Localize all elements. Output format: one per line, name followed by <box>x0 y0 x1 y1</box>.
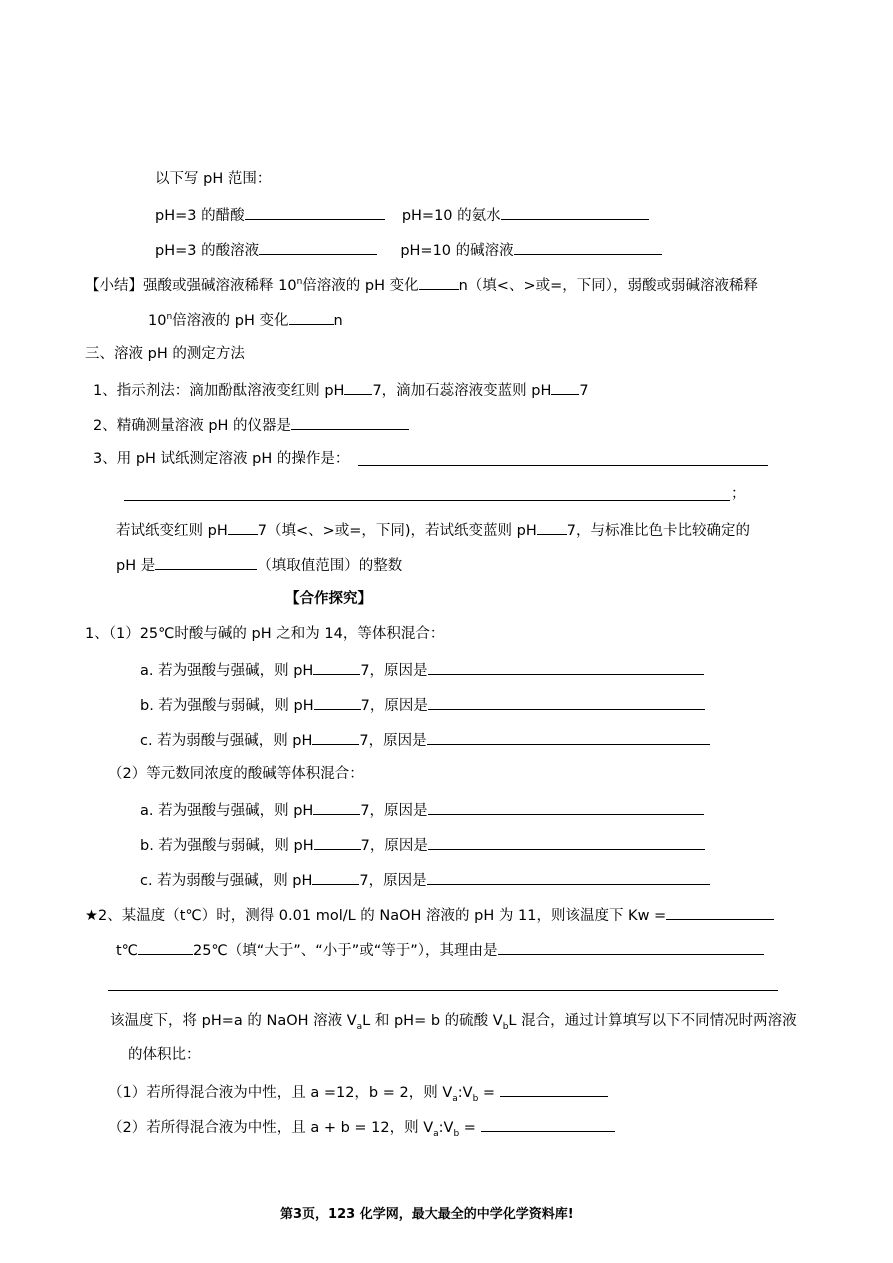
q1-c-ph-blank[interactable] <box>312 730 359 745</box>
q1-item-b <box>140 695 705 715</box>
acetic-acid-label: pH=3 的醋酸 <box>155 208 245 224</box>
q2-item-a <box>140 800 704 820</box>
q2-c-reason-blank[interactable] <box>427 870 710 885</box>
item3-end: ； <box>731 486 746 502</box>
item2-text: 2、精确测量溶液 pH 的仪器是 <box>93 418 292 434</box>
mix-sub1 <box>108 1082 608 1102</box>
sub2-text: （2）若所得混合液为中性，且 a + b = 12，则 V <box>108 1120 434 1136</box>
q2-a-ph-blank[interactable] <box>313 800 360 815</box>
ammonia-label: pH=10 的氨水 <box>401 208 501 224</box>
test-blank-1[interactable] <box>228 520 258 535</box>
item1-blank-2[interactable] <box>551 380 579 395</box>
q2-c-label: c. 若为弱酸与强碱，则 pH <box>140 873 313 889</box>
summary-prefix: 【小结】强酸或强碱溶液稀释 10 <box>85 278 297 294</box>
item3-text: 3、用 pH 试纸测定溶液 pH 的操作是： <box>93 451 350 467</box>
kw-blank[interactable] <box>666 905 774 920</box>
temp-label: t℃ <box>116 943 138 959</box>
ph-range-row1 <box>155 205 649 225</box>
q1-b-label: b. 若为强酸与弱碱，则 pH <box>140 698 314 714</box>
base-solution-blank[interactable] <box>514 240 662 255</box>
summary-middle: 倍溶液的 pH 变化 <box>302 278 419 294</box>
q2-b-mid: 7，原因是 <box>360 838 428 854</box>
summary-sup: n <box>296 277 303 288</box>
test-d: pH 是 <box>116 558 156 574</box>
test-blank-3[interactable] <box>155 555 257 570</box>
kw-question-line2 <box>116 940 764 960</box>
mix-paragraph-line2: 的体积比： <box>128 1047 201 1063</box>
mix-sub-b: b <box>502 1021 509 1032</box>
summary-blank-1[interactable] <box>419 275 459 290</box>
summary-after: n（填<、>或=，下同），弱酸或弱碱溶液稀释 <box>458 278 758 294</box>
sub2-eq: = <box>459 1120 476 1136</box>
sub1-text: （1）若所得混合液为中性，且 a =12，b = 2，则 V <box>108 1085 453 1101</box>
q2-item-c <box>140 870 710 890</box>
item1-b: 7，滴加石蕊溶液变蓝则 pH <box>372 383 552 399</box>
ammonia-blank[interactable] <box>501 205 649 220</box>
test-paper-line1 <box>116 520 750 540</box>
ph-range-intro: 以下写 pH 范围： <box>155 171 272 187</box>
temp-compare-text: 25℃（填“大于”、“小于”或“等于”），其理由是 <box>192 943 498 959</box>
q1-b-mid: 7，原因是 <box>360 698 428 714</box>
summary-line2-end: n <box>333 313 343 329</box>
q1-a-reason-blank[interactable] <box>428 660 704 675</box>
item1-blank-1[interactable] <box>344 380 372 395</box>
temp-reason-blank[interactable] <box>498 940 764 955</box>
sub1-colon: :V <box>457 1085 473 1101</box>
q2-a-mid: 7，原因是 <box>360 803 428 819</box>
test-c: 7，与标准比色卡比较确定的 <box>566 523 750 539</box>
summary-line2-middle: 倍溶液的 pH 变化 <box>172 313 289 329</box>
coop-title: 【合作探究】 <box>285 591 372 607</box>
test-a: 若试纸变红则 pH <box>116 523 228 539</box>
q2-b-ph-blank[interactable] <box>314 835 361 850</box>
base-solution-label: pH=10 的碱溶液 <box>400 243 514 259</box>
mix-paragraph-line1 <box>110 1012 797 1030</box>
sub1-sub-a: a <box>452 1093 458 1104</box>
mix-para-c: L 混合，通过计算填写以下不同情况时两溶液 <box>508 1013 797 1029</box>
item2-blank[interactable] <box>291 415 409 430</box>
acid-solution-label: pH=3 的酸溶液 <box>155 243 260 259</box>
q1-a-label: a. 若为强酸与强碱，则 pH <box>140 663 314 679</box>
kw-question-text: ★2、某温度（t℃）时，测得 0.01 mol/L 的 NaOH 溶液的 pH 为 11，则该温度下 Kw = <box>85 908 667 924</box>
q1-c-mid: 7，原因是 <box>359 733 427 749</box>
mix-sub-a: a <box>356 1021 363 1032</box>
summary-line2-prefix: 10 <box>148 313 167 329</box>
q1-item-a <box>140 660 704 680</box>
sub1-sub-b: b <box>472 1093 479 1104</box>
test-e: （填取值范围）的整数 <box>257 558 403 574</box>
kw-question-line1 <box>85 905 774 925</box>
q1-head: 1、（1）25℃时酸与碱的 pH 之和为 14，等体积混合： <box>85 626 445 642</box>
test-paper-line2 <box>116 555 402 575</box>
page-footer: 第3页，123 化学网，最大最全的中学化学资料库! <box>280 1207 574 1222</box>
q1-c-label: c. 若为弱酸与强碱，则 pH <box>140 733 313 749</box>
section3-item2 <box>93 415 409 435</box>
q1-a-ph-blank[interactable] <box>313 660 360 675</box>
q2-a-label: a. 若为强酸与强碱，则 pH <box>140 803 314 819</box>
item1-c: 7 <box>579 383 589 399</box>
sub2-sub-b: b <box>453 1128 460 1139</box>
q2-c-mid: 7，原因是 <box>359 873 427 889</box>
temp-reason-blank-line2[interactable] <box>108 990 778 991</box>
mix-para-b: L 和 pH= b 的硫酸 V <box>362 1013 503 1029</box>
acid-solution-blank[interactable] <box>259 240 377 255</box>
summary-line2-sup: n <box>166 312 173 323</box>
mix-sub2 <box>108 1117 615 1137</box>
q1-a-mid: 7，原因是 <box>360 663 428 679</box>
q2-a-reason-blank[interactable] <box>428 800 704 815</box>
item3-blank-line2[interactable] <box>124 500 730 501</box>
test-b: 7（填<、>或=，下同)，若试纸变蓝则 pH <box>257 523 537 539</box>
mix-para-a: 该温度下，将 pH=a 的 NaOH 溶液 V <box>110 1013 357 1029</box>
temp-compare-blank[interactable] <box>138 940 193 955</box>
item3-blank-line1[interactable] <box>358 465 768 466</box>
sub1-ratio-blank[interactable] <box>500 1082 608 1097</box>
q1-c-reason-blank[interactable] <box>427 730 710 745</box>
summary-line2 <box>148 310 343 330</box>
q2-head: （2）等元数同浓度的酸碱等体积混合： <box>108 766 364 782</box>
item1-a: 1、指示剂法：滴加酚酞溶液变红则 pH <box>93 383 345 399</box>
q2-c-ph-blank[interactable] <box>312 870 359 885</box>
sub1-eq: = <box>478 1085 496 1101</box>
q1-item-c <box>140 730 710 750</box>
sub2-colon: :V <box>438 1120 454 1136</box>
acetic-acid-blank[interactable] <box>245 205 385 220</box>
sub2-sub-a: a <box>433 1128 439 1139</box>
q1-b-ph-blank[interactable] <box>314 695 361 710</box>
section3-item3 <box>93 450 349 468</box>
q2-item-b <box>140 835 705 855</box>
ph-range-row2 <box>155 240 662 260</box>
sub2-ratio-blank[interactable] <box>481 1117 615 1132</box>
summary-blank-2[interactable] <box>289 310 334 325</box>
q1-b-reason-blank[interactable] <box>428 695 705 710</box>
section3-item1 <box>93 380 589 400</box>
section3-heading: 三、溶液 pH 的测定方法 <box>85 346 245 362</box>
summary-line1 <box>85 275 758 295</box>
q2-b-reason-blank[interactable] <box>428 835 705 850</box>
q2-b-label: b. 若为强酸与弱碱，则 pH <box>140 838 314 854</box>
test-blank-2[interactable] <box>537 520 567 535</box>
